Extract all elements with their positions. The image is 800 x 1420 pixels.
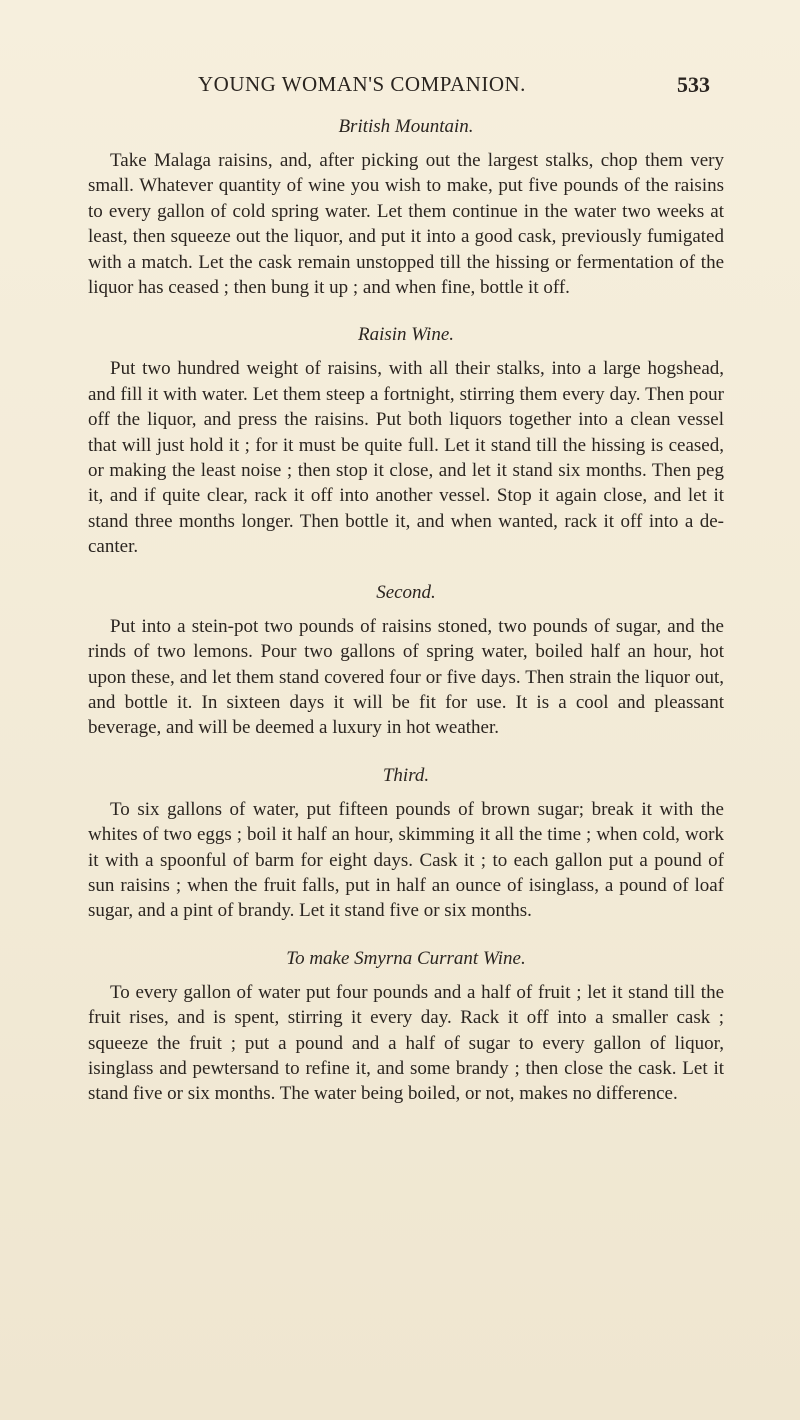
recipe-third [88, 763, 724, 924]
running-title: YOUNG WOMAN'S COMPANION. [198, 72, 526, 96]
section-heading: British Mountain. [338, 116, 474, 137]
section-heading: Second. [376, 581, 436, 603]
recipe-british-mountain [88, 114, 724, 300]
section-heading: Raisin Wine. [357, 324, 455, 346]
section-heading: To make Smyrna Currant Wine. [286, 947, 526, 969]
section-paragraph: Put two hundred weight of raisins, with all their stalks, into a large hogshead, and fill it with water. Let them steep a fortnight, stirring them every day. Then pour off the liquor, and press the raisins. Put both liquors together into a clean vessel that will just hold it ; for it must be quite full. Let it stand till the hissing is ceased, or making the least noise ; then stop it close, and let it stand six months. Then peg it, and if quite clear, rack it off into another vessel. Stop it again close, and let it stand three months longer. Then bottle it, and when wanted, rack it off into a decanter. [88, 358, 724, 558]
page-body [88, 114, 724, 1129]
page-number: 533 [677, 72, 710, 97]
section-paragraph: Put into a stein-pot two pounds of raisins stoned, two pounds of sugar, and the rinds of two lemons. Pour two gallons of spring water, boiled half an hour, hot upon these, and let them stand covered four or five days. Then strain the liquor out, and bottle it. In sixteen days it will be fit for use. It is a cool and pleassant beverage, and will be deemed a luxury in hot weather. [88, 615, 724, 739]
recipe-raisin-wine [88, 322, 724, 559]
section-paragraph: Take Malaga raisins, and, after picking out the largest stalks, chop them very small. Whatever quantity of wine you wish to make, put five pounds of the raisins to every gallon of cold spring water. Let them continue in the water two weeks at least, then squeeze out the liquor, and put it into a good cask, previously fumigated with a match. Let the cask remain unstopped till the hissing or fermentation of the liquor has ceased ; then bung it up ; and when fine, bottle it off. [88, 150, 724, 299]
section-heading: Third. [382, 764, 430, 786]
recipe-smyrna-currant-wine [88, 946, 724, 1107]
running-head [0, 72, 800, 102]
recipe-second [88, 580, 724, 741]
section-paragraph: To six gallons of water, put fifteen pounds of brown sugar; break it with the whites of two eggs ; boil it half an hour, skimming it all the time ; when cold, work it with a spoonful of barm for eight days. Cask it ; to each gallon put a pound of sun raisins ; when the fruit falls, put in half an ounce of isinglass, a pound of loaf sugar, and a pint of brandy. Let it stand five or six months. [88, 798, 724, 922]
section-paragraph: To every gallon of water put four pounds and a half of fruit ; let it stand till the fruit rises, and is spent, stirring it every day. Rack it off into a smaller cask ; squeeze the fruit ; put a pound and a half of sugar to every gallon of liquor, isinglass and pewtersand to refine it, and some brandy ; then close the cask. Let it stand five or six months. The water being boiled, or not, makes no difference. [88, 981, 724, 1105]
